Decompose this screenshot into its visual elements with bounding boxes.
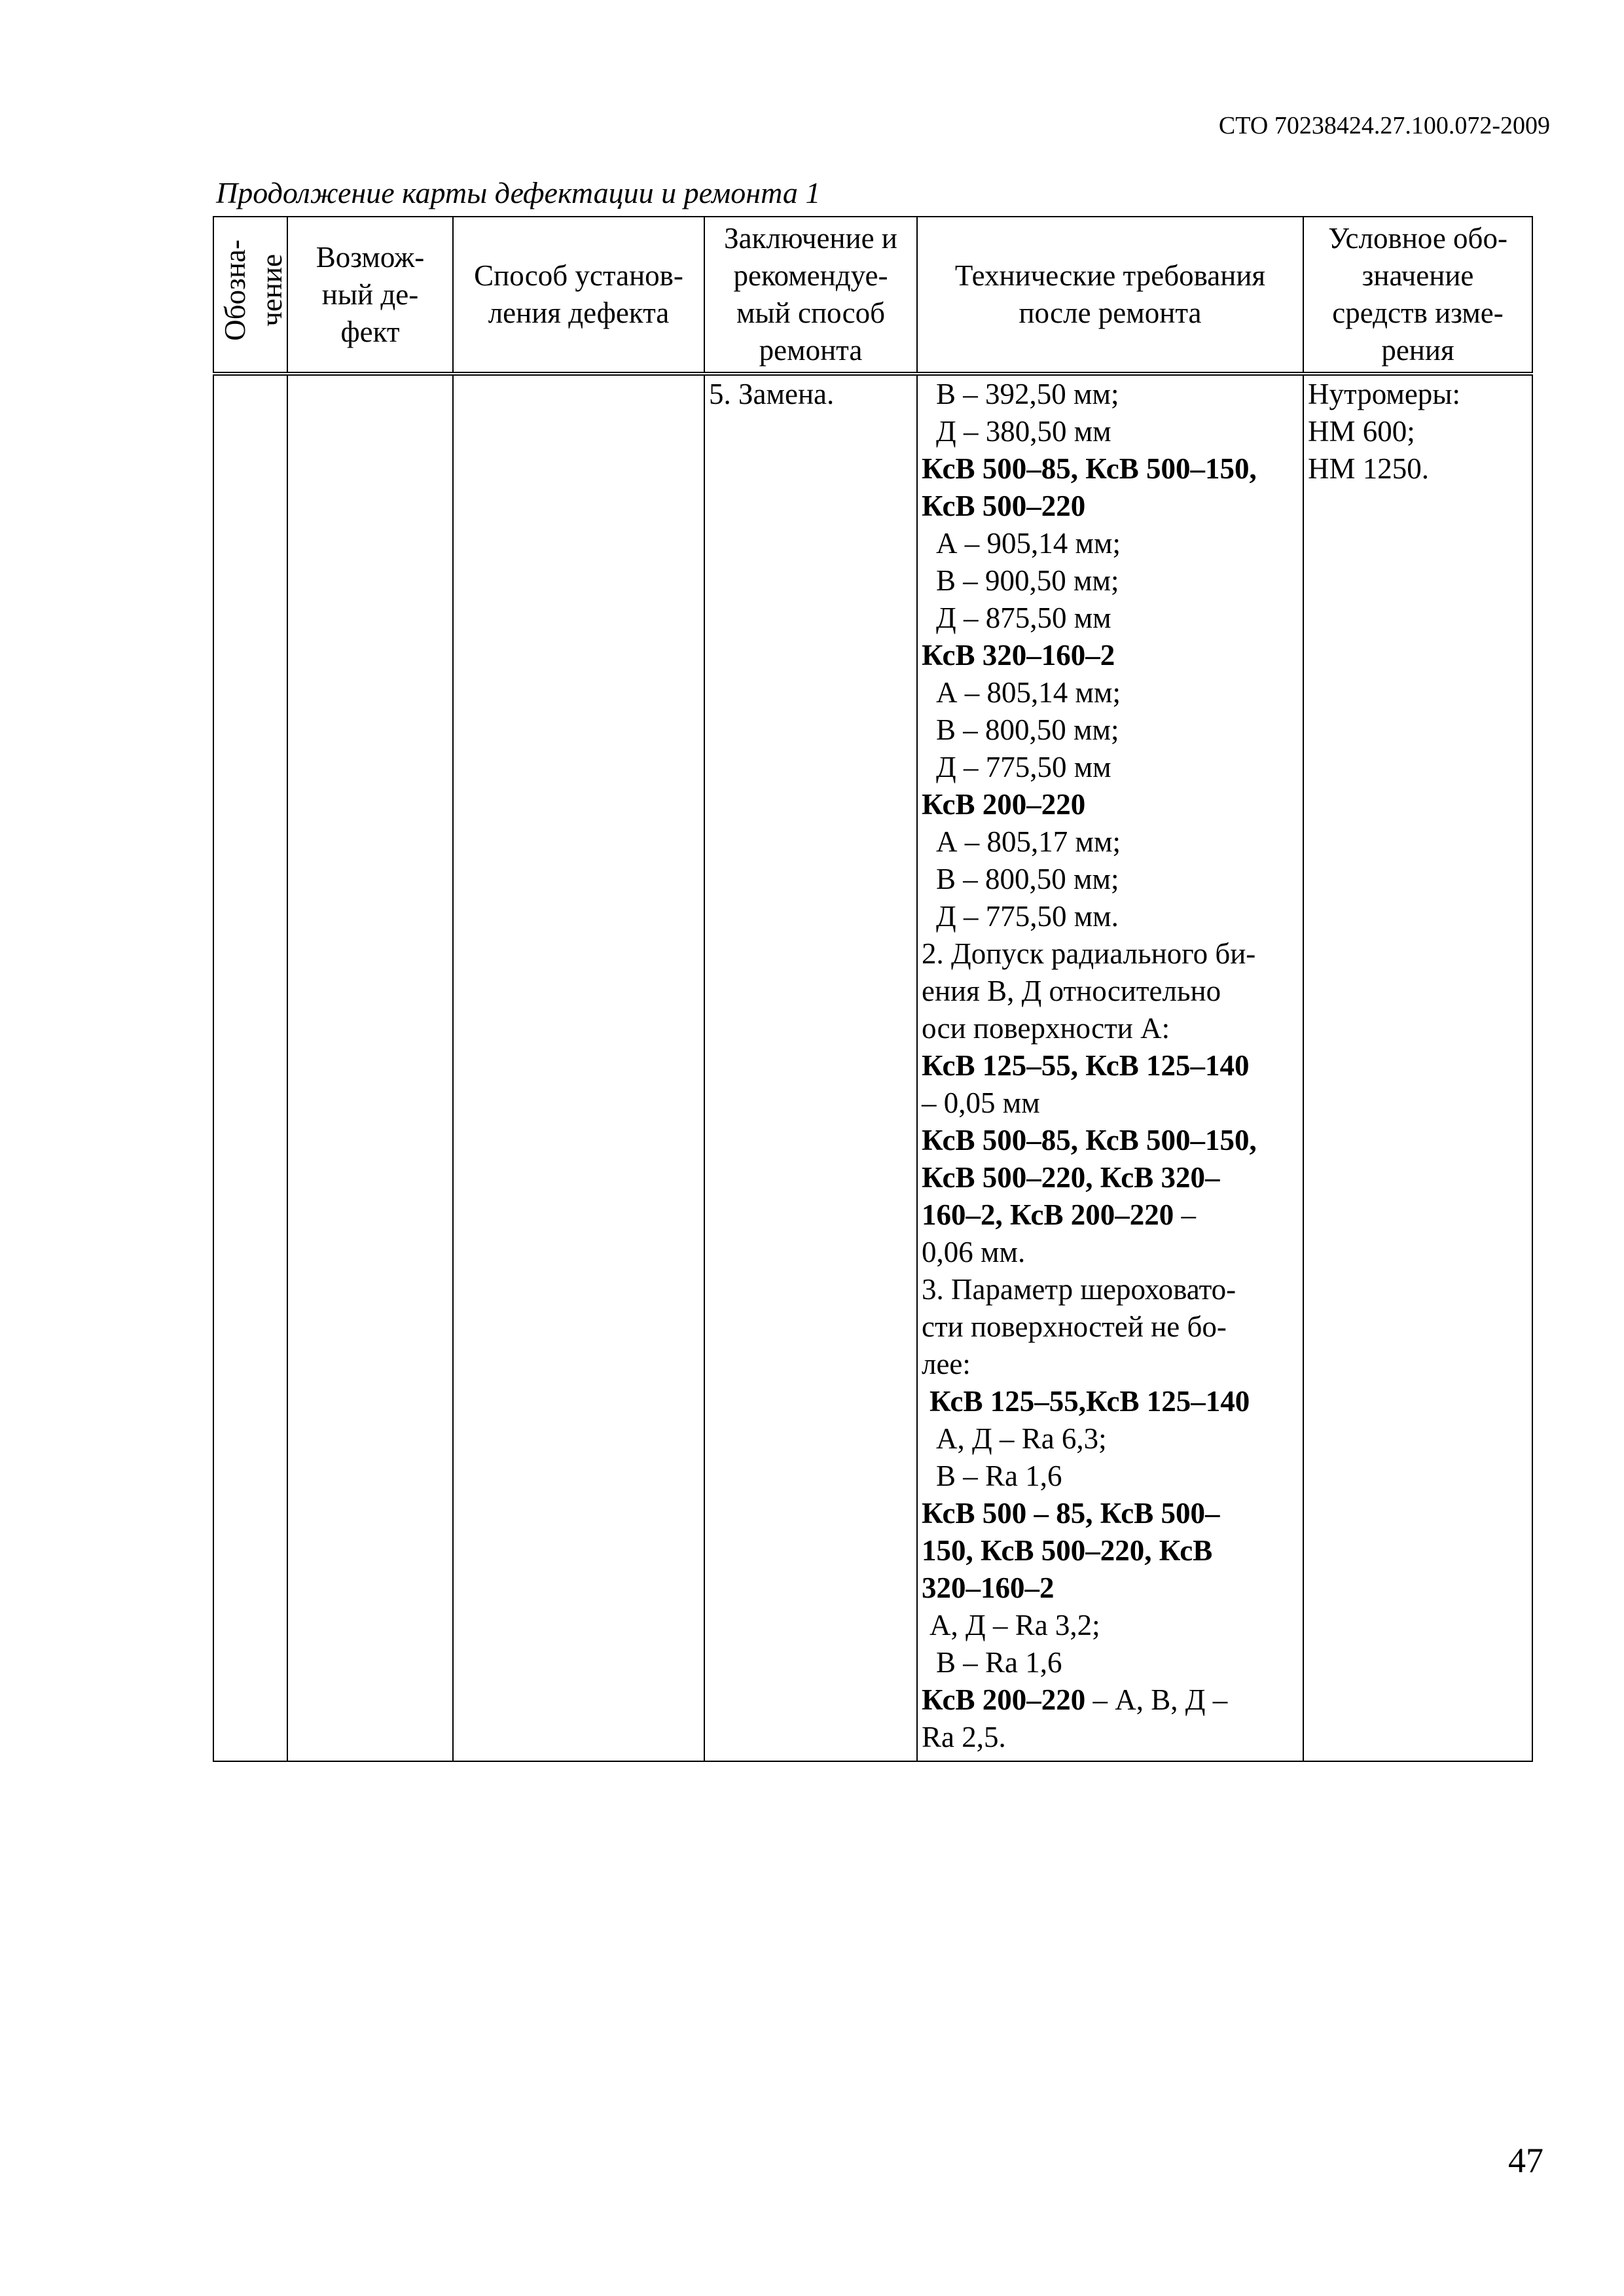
requirement-line: Д – 875,50 мм bbox=[936, 601, 1111, 634]
header-line: рения bbox=[1381, 334, 1454, 367]
cell-designation bbox=[213, 374, 287, 1761]
conclusion-text: 5. Замена. bbox=[709, 378, 835, 410]
instrument-line: НМ 1250. bbox=[1308, 452, 1430, 485]
header-line: Способ установ- bbox=[474, 259, 683, 292]
requirement-line: Д – 775,50 мм. bbox=[936, 900, 1119, 933]
requirement-line: КсВ 500–220 bbox=[922, 490, 1086, 522]
requirement-line: КсВ 500–85, КсВ 500–150, bbox=[922, 452, 1257, 485]
document-code: СТО 70238424.27.100.072-2009 bbox=[1218, 112, 1550, 139]
requirement-line: 2. Допуск радиального би- bbox=[922, 937, 1256, 970]
requirement-line: А, Д – Ra 6,3; bbox=[936, 1422, 1107, 1455]
requirement-line: 3. Параметр шероховато- bbox=[922, 1273, 1236, 1306]
requirement-line: В – 800,50 мм; bbox=[936, 863, 1119, 895]
requirement-line: ения В, Д относительно bbox=[922, 975, 1221, 1007]
requirement-line: сти поверхностей не бо- bbox=[922, 1310, 1227, 1343]
requirement-line: Ra 2,5. bbox=[922, 1721, 1006, 1753]
requirement-line: А, Д – Ra 3,2; bbox=[929, 1609, 1100, 1641]
requirement-line: КсВ 500–85, КсВ 500–150, bbox=[922, 1124, 1257, 1157]
header-designation-text bbox=[217, 240, 290, 341]
header-line: Технические требования bbox=[954, 259, 1266, 292]
header-measuring-instruments bbox=[1303, 217, 1532, 374]
header-line: мый способ bbox=[736, 296, 886, 329]
requirement-line: А – 805,17 мм; bbox=[936, 825, 1121, 858]
header-line: ления дефекта bbox=[488, 296, 670, 329]
header-line: Обозна- bbox=[219, 239, 251, 341]
requirement-line: 150, КсВ 500–220, КсВ bbox=[922, 1534, 1213, 1567]
requirement-line: КсВ 500–220, КсВ 320– bbox=[922, 1161, 1220, 1194]
requirement-line: В – 900,50 мм; bbox=[936, 564, 1119, 597]
header-line: ремонта bbox=[759, 334, 863, 367]
cell-conclusion bbox=[704, 374, 917, 1761]
requirement-line: А – 805,14 мм; bbox=[936, 676, 1121, 709]
table-caption: Продолжение карты дефектации и ремонта 1 bbox=[216, 176, 821, 209]
requirement-line: Д – 775,50 мм bbox=[936, 751, 1111, 783]
requirement-line: В – Ra 1,6 bbox=[936, 1460, 1062, 1492]
requirement-line bbox=[922, 1681, 1299, 1719]
header-line: Условное обо- bbox=[1328, 222, 1507, 255]
header-technical-requirements bbox=[917, 217, 1303, 374]
cell-technical-requirements bbox=[917, 374, 1303, 1761]
requirement-line: 0,06 мм. bbox=[922, 1236, 1026, 1268]
cell-possible-defect bbox=[287, 374, 453, 1761]
requirement-line: В – Ra 1,6 bbox=[936, 1646, 1062, 1679]
header-line: Заключение и bbox=[724, 222, 897, 255]
requirement-line bbox=[922, 1196, 1299, 1234]
instrument-line: Нутромеры: bbox=[1308, 378, 1461, 410]
page-number: 47 bbox=[1508, 2141, 1543, 2180]
requirement-line: КсВ 125–55, КсВ 125–140 bbox=[922, 1049, 1250, 1082]
header-line: фект bbox=[340, 315, 400, 348]
requirement-line: А – 905,14 мм; bbox=[936, 527, 1121, 560]
header-line: ный де- bbox=[321, 278, 419, 311]
header-possible-defect bbox=[287, 217, 453, 374]
requirement-line: оси поверхности А: bbox=[922, 1012, 1170, 1045]
header-line: после ремонта bbox=[1019, 296, 1202, 329]
instrument-line: НМ 600; bbox=[1308, 415, 1415, 448]
requirement-line: КсВ 320–160–2 bbox=[922, 639, 1115, 672]
requirement-line: 320–160–2 bbox=[922, 1571, 1055, 1604]
header-designation bbox=[213, 217, 287, 374]
requirement-line: КсВ 125–55,КсВ 125–140 bbox=[929, 1385, 1250, 1418]
header-line: чение bbox=[255, 253, 288, 327]
cell-detection-method bbox=[453, 374, 704, 1761]
defect-repair-table bbox=[213, 216, 1533, 1762]
header-line: значение bbox=[1362, 259, 1474, 292]
requirement-plain-part: – А, В, Д – bbox=[1085, 1683, 1228, 1716]
requirement-line: КсВ 500 – 85, КсВ 500– bbox=[922, 1497, 1220, 1530]
header-conclusion bbox=[704, 217, 917, 374]
header-line: Возмож- bbox=[316, 240, 425, 274]
cell-measuring-instruments bbox=[1303, 374, 1532, 1761]
requirement-line: В – 392,50 мм; bbox=[936, 378, 1119, 410]
table-row bbox=[213, 374, 1532, 1761]
requirement-bold-part: 160–2, КсВ 200–220 bbox=[922, 1198, 1174, 1231]
requirement-bold-part: КсВ 200–220 bbox=[922, 1683, 1086, 1716]
requirement-line: лее: bbox=[922, 1348, 971, 1380]
requirement-line: Д – 380,50 мм bbox=[936, 415, 1111, 448]
requirement-line: – 0,05 мм bbox=[922, 1086, 1040, 1119]
table-header-row bbox=[213, 217, 1532, 374]
header-detection-method bbox=[453, 217, 704, 374]
requirement-line: В – 800,50 мм; bbox=[936, 713, 1119, 746]
requirement-plain-part: – bbox=[1174, 1198, 1196, 1231]
header-line: рекомендуе- bbox=[733, 259, 888, 292]
header-line: средств изме- bbox=[1332, 296, 1504, 329]
requirement-line: КсВ 200–220 bbox=[922, 788, 1086, 821]
